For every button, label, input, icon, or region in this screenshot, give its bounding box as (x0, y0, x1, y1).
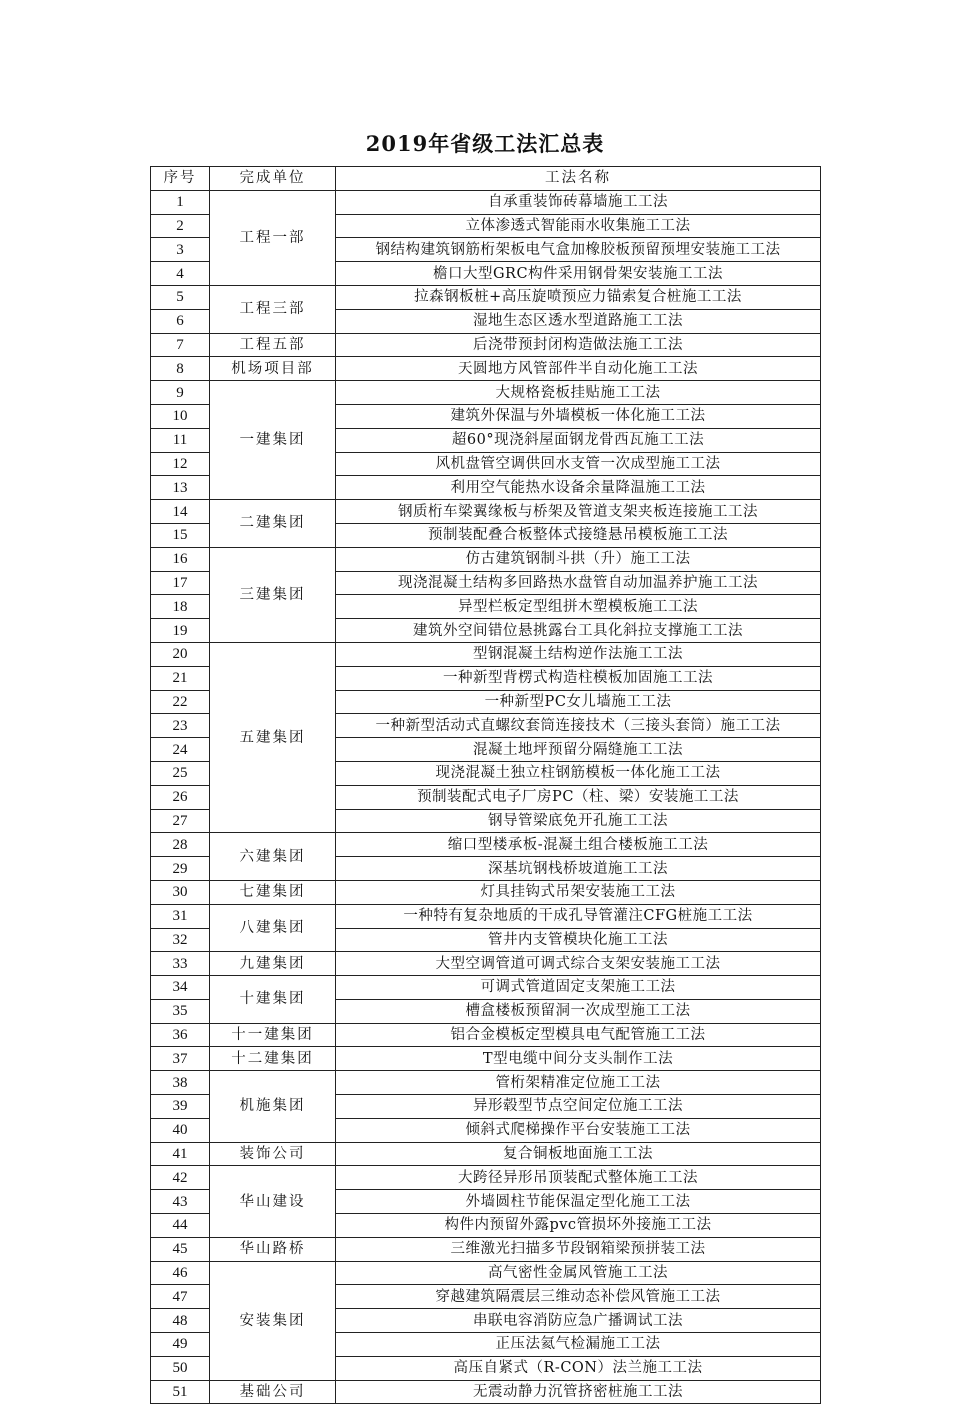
method-name: 外墙圆柱节能保温定型化施工工法 (336, 1190, 821, 1214)
row-number: 14 (151, 500, 210, 524)
row-number: 48 (151, 1309, 210, 1333)
table-row (151, 547, 821, 571)
completing-unit: 机场项目部 (210, 357, 336, 381)
row-number: 39 (151, 1095, 210, 1119)
row-number: 3 (151, 238, 210, 262)
method-name: 管井内支管模块化施工工法 (336, 928, 821, 952)
row-number: 11 (151, 428, 210, 452)
method-name: 构件内预留外露pvc管损坏外接施工工法 (336, 1214, 821, 1238)
completing-unit: 三建集团 (210, 547, 336, 642)
method-name: 铝合金模板定型模具电气配管施工工法 (336, 1023, 821, 1047)
method-name: 钢导管梁底免开孔施工工法 (336, 809, 821, 833)
method-name: 穿越建筑隔震层三维动态补偿风管施工工法 (336, 1285, 821, 1309)
table-row (151, 833, 821, 857)
table-row (151, 333, 821, 357)
row-number: 51 (151, 1380, 210, 1404)
row-number: 15 (151, 523, 210, 547)
row-number: 6 (151, 309, 210, 333)
row-number: 31 (151, 904, 210, 928)
method-name: 槽盒楼板预留洞一次成型施工工法 (336, 999, 821, 1023)
completing-unit: 工程五部 (210, 333, 336, 357)
row-number: 9 (151, 381, 210, 405)
completing-unit: 机施集团 (210, 1071, 336, 1142)
completing-unit: 八建集团 (210, 904, 336, 952)
table-row (151, 1166, 821, 1190)
method-name: 现浇混凝土独立柱钢筋模板一体化施工工法 (336, 761, 821, 785)
header-unit: 完成单位 (210, 167, 336, 191)
method-name: 复合铜板地面施工工法 (336, 1142, 821, 1166)
method-name: 型钢混凝土结构逆作法施工工法 (336, 642, 821, 666)
table-row (151, 952, 821, 976)
row-number: 27 (151, 809, 210, 833)
row-number: 23 (151, 714, 210, 738)
method-name: 天圆地方风管部件半自动化施工工法 (336, 357, 821, 381)
method-name: 超60°现浇斜屋面钢龙骨西瓦施工工法 (336, 428, 821, 452)
row-number: 4 (151, 262, 210, 286)
row-number: 26 (151, 785, 210, 809)
row-number: 33 (151, 952, 210, 976)
method-name: 一种新型PC女儿墙施工工法 (336, 690, 821, 714)
method-name: 湿地生态区透水型道路施工工法 (336, 309, 821, 333)
table-body (151, 190, 821, 1404)
table-row (151, 976, 821, 1000)
table-row (151, 904, 821, 928)
page-title: 2019年省级工法汇总表 (365, 131, 605, 156)
table-row (151, 500, 821, 524)
row-number: 38 (151, 1071, 210, 1095)
completing-unit: 五建集团 (210, 642, 336, 832)
method-name: 风机盘管空调供回水支管一次成型施工工法 (336, 452, 821, 476)
row-number: 43 (151, 1190, 210, 1214)
row-number: 45 (151, 1237, 210, 1261)
row-number: 13 (151, 476, 210, 500)
method-name: 管桁架精准定位施工工法 (336, 1071, 821, 1095)
table-row (151, 285, 821, 309)
row-number: 18 (151, 595, 210, 619)
row-number: 28 (151, 833, 210, 857)
row-number: 34 (151, 976, 210, 1000)
row-number: 5 (151, 285, 210, 309)
table-row (151, 357, 821, 381)
row-number: 36 (151, 1023, 210, 1047)
method-name: 大跨径异形吊顶装配式整体施工工法 (336, 1166, 821, 1190)
method-name: 钢结构建筑钢筋桁架板电气盒加橡胶板预留预埋安装施工工法 (336, 238, 821, 262)
header-number: 序号 (151, 167, 210, 191)
method-name: 可调式管道固定支架施工工法 (336, 976, 821, 1000)
method-name: 异型栏板定型组拼木塑模板施工工法 (336, 595, 821, 619)
row-number: 7 (151, 333, 210, 357)
row-number: 44 (151, 1214, 210, 1238)
method-name: 混凝土地坪预留分隔缝施工工法 (336, 738, 821, 762)
method-name: 倾斜式爬梯操作平台安装施工工法 (336, 1118, 821, 1142)
completing-unit: 安装集团 (210, 1261, 336, 1380)
method-name: 一种新型活动式直螺纹套筒连接技术（三接头套筒）施工工法 (336, 714, 821, 738)
completing-unit: 华山建设 (210, 1166, 336, 1237)
method-name: 高压自紧式（R-CON）法兰施工工法 (336, 1356, 821, 1380)
method-name: 自承重装饰砖幕墙施工工法 (336, 190, 821, 214)
row-number: 10 (151, 404, 210, 428)
method-name: 深基坑钢栈桥坡道施工工法 (336, 857, 821, 881)
method-name: 檐口大型GRC构件采用钢骨架安装施工工法 (336, 262, 821, 286)
method-name: 预制装配叠合板整体式接缝悬吊模板施工工法 (336, 523, 821, 547)
method-name: 现浇混凝土结构多回路热水盘管自动加温养护施工工法 (336, 571, 821, 595)
row-number: 25 (151, 761, 210, 785)
table-row (151, 190, 821, 214)
method-name: 拉森钢板桩+高压旋喷预应力锚索复合桩施工工法 (336, 285, 821, 309)
row-number: 2 (151, 214, 210, 238)
table-header-row (151, 167, 821, 191)
method-name: 异形毂型节点空间定位施工工法 (336, 1095, 821, 1119)
completing-unit: 工程一部 (210, 190, 336, 285)
table-row (151, 1142, 821, 1166)
row-number: 35 (151, 999, 210, 1023)
completing-unit: 十建集团 (210, 976, 336, 1024)
completing-unit: 工程三部 (210, 285, 336, 333)
table-row (151, 1023, 821, 1047)
method-name: 仿古建筑钢制斗拱（升）施工工法 (336, 547, 821, 571)
row-number: 40 (151, 1118, 210, 1142)
method-name: 立体渗透式智能雨水收集施工工法 (336, 214, 821, 238)
completing-unit: 十二建集团 (210, 1047, 336, 1071)
row-number: 20 (151, 642, 210, 666)
method-name: 大规格瓷板挂贴施工工法 (336, 381, 821, 405)
row-number: 21 (151, 666, 210, 690)
method-name: 建筑外保温与外墙模板一体化施工工法 (336, 404, 821, 428)
row-number: 22 (151, 690, 210, 714)
row-number: 30 (151, 880, 210, 904)
method-name: 一种特有复杂地质的干成孔导管灌注CFG桩施工工法 (336, 904, 821, 928)
row-number: 49 (151, 1333, 210, 1357)
method-name: 大型空调管道可调式综合支架安装施工工法 (336, 952, 821, 976)
method-name: 缩口型楼承板-混凝土组合楼板施工工法 (336, 833, 821, 857)
row-number: 8 (151, 357, 210, 381)
row-number: 47 (151, 1285, 210, 1309)
method-name: 灯具挂钩式吊架安装施工工法 (336, 880, 821, 904)
table-row (151, 1237, 821, 1261)
row-number: 17 (151, 571, 210, 595)
method-name: 后浇带预封闭构造做法施工工法 (336, 333, 821, 357)
methods-table (150, 166, 821, 1404)
row-number: 42 (151, 1166, 210, 1190)
row-number: 41 (151, 1142, 210, 1166)
table-row (151, 1261, 821, 1285)
row-number: 12 (151, 452, 210, 476)
method-name: 一种新型背楞式构造柱模板加固施工工法 (336, 666, 821, 690)
method-name: 利用空气能热水设备余量降温施工工法 (336, 476, 821, 500)
method-name: 串联电容消防应急广播调试工法 (336, 1309, 821, 1333)
row-number: 16 (151, 547, 210, 571)
row-number: 32 (151, 928, 210, 952)
table-row (151, 642, 821, 666)
table-row (151, 1047, 821, 1071)
row-number: 50 (151, 1356, 210, 1380)
method-name: 正压法氦气检漏施工工法 (336, 1333, 821, 1357)
method-name: T型电缆中间分支头制作工法 (336, 1047, 821, 1071)
completing-unit: 六建集团 (210, 833, 336, 881)
method-name: 无震动静力沉管挤密桩施工工法 (336, 1380, 821, 1404)
method-name: 建筑外空间错位悬挑露台工具化斜拉支撑施工工法 (336, 619, 821, 643)
row-number: 29 (151, 857, 210, 881)
method-name: 高气密性金属风管施工工法 (336, 1261, 821, 1285)
row-number: 37 (151, 1047, 210, 1071)
row-number: 1 (151, 190, 210, 214)
method-name: 三维激光扫描多节段钢箱梁预拼装工法 (336, 1237, 821, 1261)
row-number: 19 (151, 619, 210, 643)
completing-unit: 九建集团 (210, 952, 336, 976)
completing-unit: 华山路桥 (210, 1237, 336, 1261)
table-row (151, 1380, 821, 1404)
completing-unit: 基础公司 (210, 1380, 336, 1404)
method-name: 预制装配式电子厂房PC（柱、梁）安装施工工法 (336, 785, 821, 809)
table-row (151, 381, 821, 405)
completing-unit: 装饰公司 (210, 1142, 336, 1166)
row-number: 24 (151, 738, 210, 762)
table-row (151, 880, 821, 904)
completing-unit: 一建集团 (210, 381, 336, 500)
row-number: 46 (151, 1261, 210, 1285)
header-method-name: 工法名称 (336, 167, 821, 191)
table-row (151, 1071, 821, 1095)
completing-unit: 七建集团 (210, 880, 336, 904)
completing-unit: 十一建集团 (210, 1023, 336, 1047)
method-name: 钢质桁车梁翼缘板与桥架及管道支架夹板连接施工工法 (336, 500, 821, 524)
completing-unit: 二建集团 (210, 500, 336, 548)
